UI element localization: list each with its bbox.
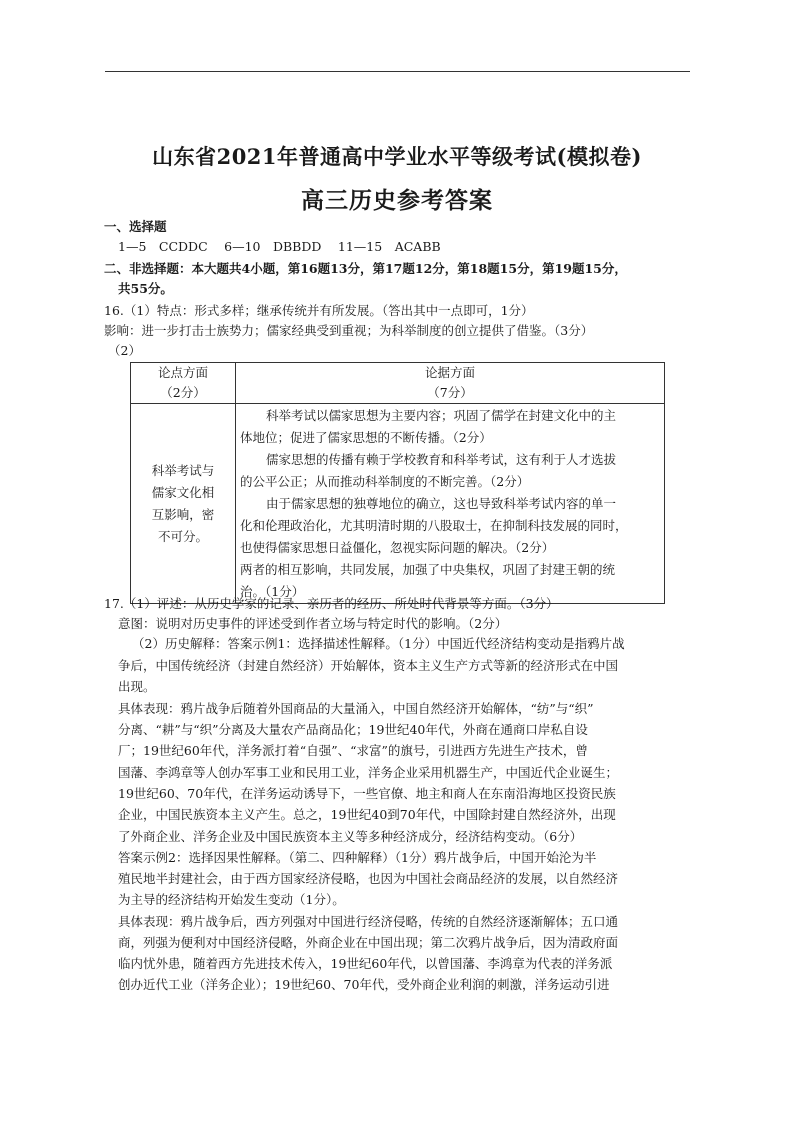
table-body-row <box>131 404 665 604</box>
q17-line: 创办近代工业（洋务企业）；19世纪60、70年代，受外商企业利润的刺激，洋务运动引进 <box>118 977 610 992</box>
table-header-row <box>131 363 665 404</box>
section2-heading-line1: 二、非选择题：本大题共4小题，第16题13分，第17题12分，第18题15分，第19题15分， <box>104 261 627 276</box>
q17-line: 临内忧外患，随着西方先进技术传入，19世纪60年代，以曾国藩、李鸿章为代表的洋务派 <box>118 956 613 971</box>
evidence-line: 体地位；促进了儒家思想的不断传播。（2分） <box>240 430 492 445</box>
col1-header-cell <box>131 363 236 404</box>
point-line: 科举考试与 <box>151 462 215 478</box>
evidence-line: 由于儒家思想的独尊地位的确立，这也导致科举考试内容的单一 <box>266 496 617 511</box>
q17-line: 分离、“耕”与“织”分离及大量农产品商品化；19世纪40年代，外商在通商口岸私自设 <box>118 722 588 737</box>
q16-line2: 影响：进一步打击士族势力；儒家经典受到重视；为科举制度的创立提供了借鉴。（3分） <box>104 323 594 338</box>
q16-answer-table <box>130 362 665 604</box>
q16-line3: （2） <box>108 343 141 358</box>
q17-line: （2）历史解释：答案示例1：选择描述性解释。（1分）中国近代经济结构变动是指鸦片战 <box>132 636 625 651</box>
q17-line: 殖民地半封建社会，由于西方国家经济侵略，也因为中国社会商品经济的发展，以自然经济 <box>118 871 619 886</box>
col1-header: 论点方面 <box>157 365 208 380</box>
point-line: 不可分。 <box>157 528 208 544</box>
evidence-line: 儒家思想的传播有赖于学校教育和科举考试，这有利于人才选拔 <box>266 452 617 467</box>
col1-score: （2分） <box>160 385 206 400</box>
q17-line: 国藩、李鸿章等人创办军事工业和民用工业，洋务企业采用机器生产，中国近代企业诞生； <box>118 765 619 780</box>
section1-heading: 一、选择题 <box>104 219 167 234</box>
evidence-line: 也使得儒家思想日益僵化，忽视实际问题的解决。（2分） <box>240 540 555 555</box>
q17-line: 商，列强为便利对中国经济侵略，外商企业在中国出现；第二次鸦片战争后，因为清政府面 <box>118 935 619 950</box>
q17-line: 厂；19世纪60年代，洋务派打着“自强”、“求富”的旗号，引进西方先进生产技术，曾 <box>118 743 588 758</box>
q17-line: 具体表现：鸦片战争后随着外国商品的大量涌入，中国自然经济开始解体，“纺”与“织” <box>118 701 594 716</box>
exam-title: 山东省2021年普通高中学业水平等级考试(模拟卷) <box>152 144 642 169</box>
point-line: 互影响，密 <box>151 506 215 522</box>
col2-score: （7分） <box>427 385 473 400</box>
q17-line: 具体表现：鸦片战争后，西方列强对中国进行经济侵略，传统的自然经济逐渐解体；五口通 <box>118 914 619 929</box>
evidence-cell <box>236 404 665 604</box>
point-line: 儒家文化相 <box>151 484 215 500</box>
evidence-line: 化和伦理政治化，尤其明清时期的八股取士，在抑制科技发展的同时， <box>240 518 628 533</box>
q17-line: 意图：说明对历史事件的评述受到作者立场与特定时代的影响。（2分） <box>118 616 508 631</box>
q17-line: 答案示例2：选择因果性解释。（第二、四种解释）（1分）鸦片战争后，中国开始沦为半 <box>118 850 597 865</box>
evidence-line: 科举考试以儒家思想为主要内容；巩固了儒学在封建文化中的主 <box>266 408 617 423</box>
q17-line: 17.（1）评述：从历史学家的记录、亲历者的经历、所处时代背景等方面。（3分） <box>104 596 559 611</box>
evidence-line: 两者的相互影响，共同发展，加强了中央集权，巩固了封建王朝的统 <box>240 562 616 577</box>
q17-line: 出现。 <box>118 679 156 694</box>
col2-header: 论据方面 <box>424 365 475 380</box>
q16-line1: 16.（1）特点：形式多样；继承传统并有所发展。（答出其中一点即可，1分） <box>104 303 534 318</box>
q17-line: 争后，中国传统经济（封建自然经济）开始解体，资本主义生产方式等新的经济形式在中国 <box>118 658 619 673</box>
exam-subtitle: 高三历史参考答案 <box>301 187 493 214</box>
col2-header-cell <box>236 363 665 404</box>
q17-line: 了外商企业、洋务企业及中国民族资本主义等多种经济成分，经济结构变动。（6分） <box>118 829 583 844</box>
evidence-line: 的公平公正；从而推动科举制度的不断完善。（2分） <box>240 474 530 489</box>
q17-line: 为主导的经济结构开始发生变动（1分）。 <box>118 892 345 907</box>
header-rule <box>105 71 690 72</box>
point-cell <box>131 404 236 604</box>
section2-heading-line2: 共55分。 <box>118 281 173 296</box>
section1-answers: 1—5 CCDDC 6—10 DBBDD 11—15 ACABB <box>118 239 441 254</box>
q17-line: 19世纪60、70年代，在洋务运动诱导下，一些官僚、地主和商人在东南沿海地区投资民族 <box>118 786 616 801</box>
q17-line: 企业，中国民族资本主义产生。总之，19世纪40到70年代，中国除封建自然经济外，出现 <box>118 807 616 822</box>
evidence-line: 治。（1分） <box>240 584 305 599</box>
